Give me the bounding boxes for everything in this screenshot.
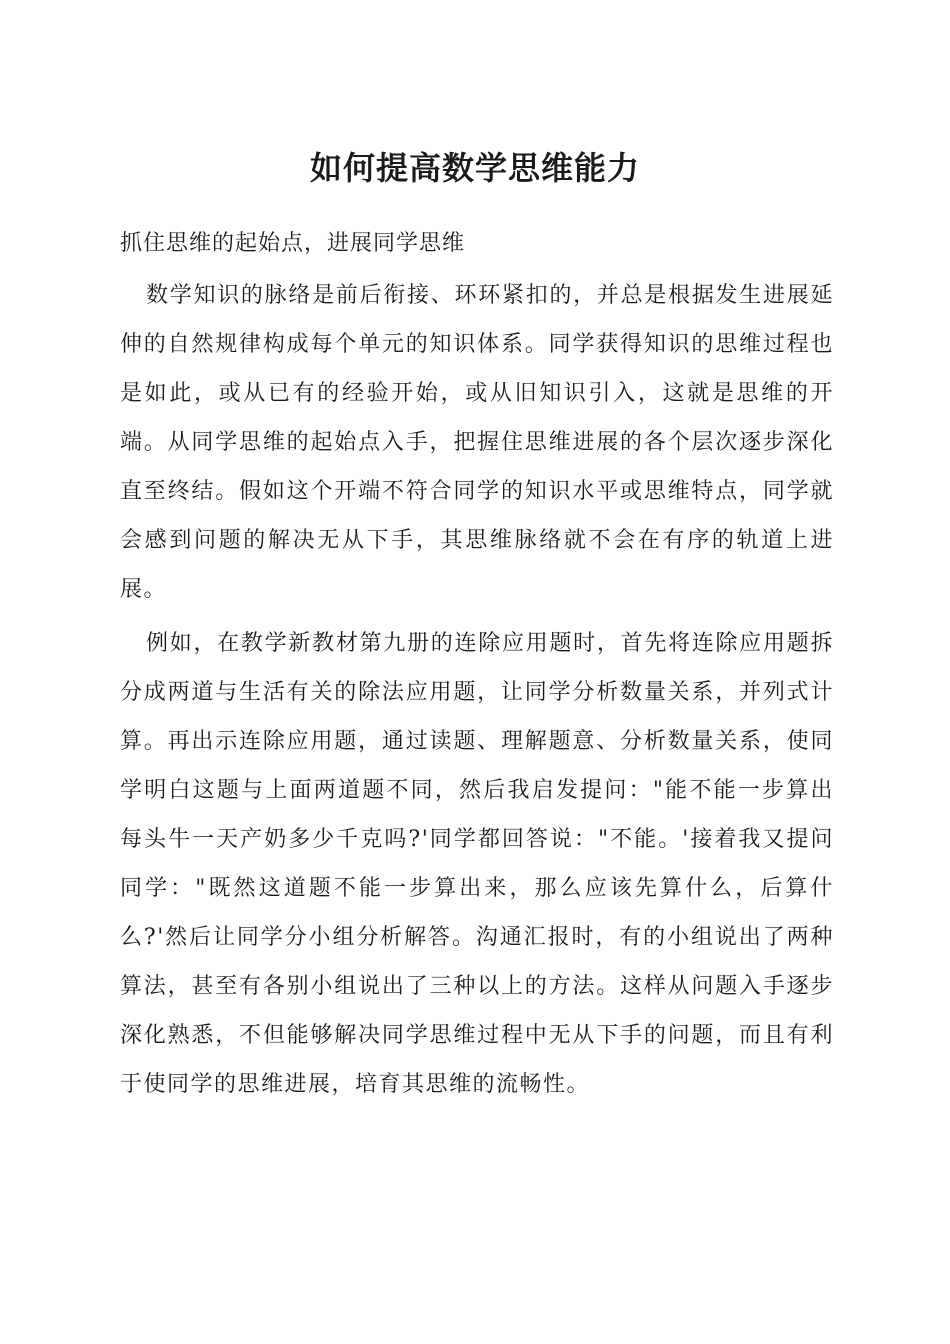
section-subheading: 抓住思维的起始点，进展同学思维 <box>120 231 466 256</box>
body-paragraph-2: 例如，在教学新教材第九册的连除应用题时，首先将连除应用题拆分成两道与生活有关的除法应用题，让同学分析数量关系，并列式计算。再出示连除应用题，通过读题、理解题意、分析数量关系，使同学明白这题与上面两道题不同，然后我启发提问："能不能一步算出每头牛一天产奶多少千克吗?'同学都回答说："不能。'接着我又提问同学："既然这道题不能一步算出来，那么应该先算什么，后算什么?'然后让同学分小组分析解答。沟通汇报时，有的小组说出了两种算法，甚至有各别小组说出了三种以上的方法。这样从问题入手逐步深化熟悉，不但能够解决同学思维过程中无从下手的问题，而且有利于使同学的思维进展，培育其思维的流畅性。 <box>120 631 834 1097</box>
body-paragraph-1: 数学知识的脉络是前后衔接、环环紧扣的，并总是根据发生进展延伸的自然规律构成每个单元的知识体系。同学获得知识的思维过程也是如此，或从已有的经验开始，或从旧知识引入，这就是思维的开端。从同学思维的起始点入手，把握住思维进展的各个层次逐步深化直至终结。假如这个开端不符合同学的知识水平或思维特点，同学就会感到问题的解决无从下手，其思维脉络就不会在有序的轨道上进展。 <box>120 283 834 602</box>
document-title: 如何提高数学思维能力 <box>309 149 640 187</box>
